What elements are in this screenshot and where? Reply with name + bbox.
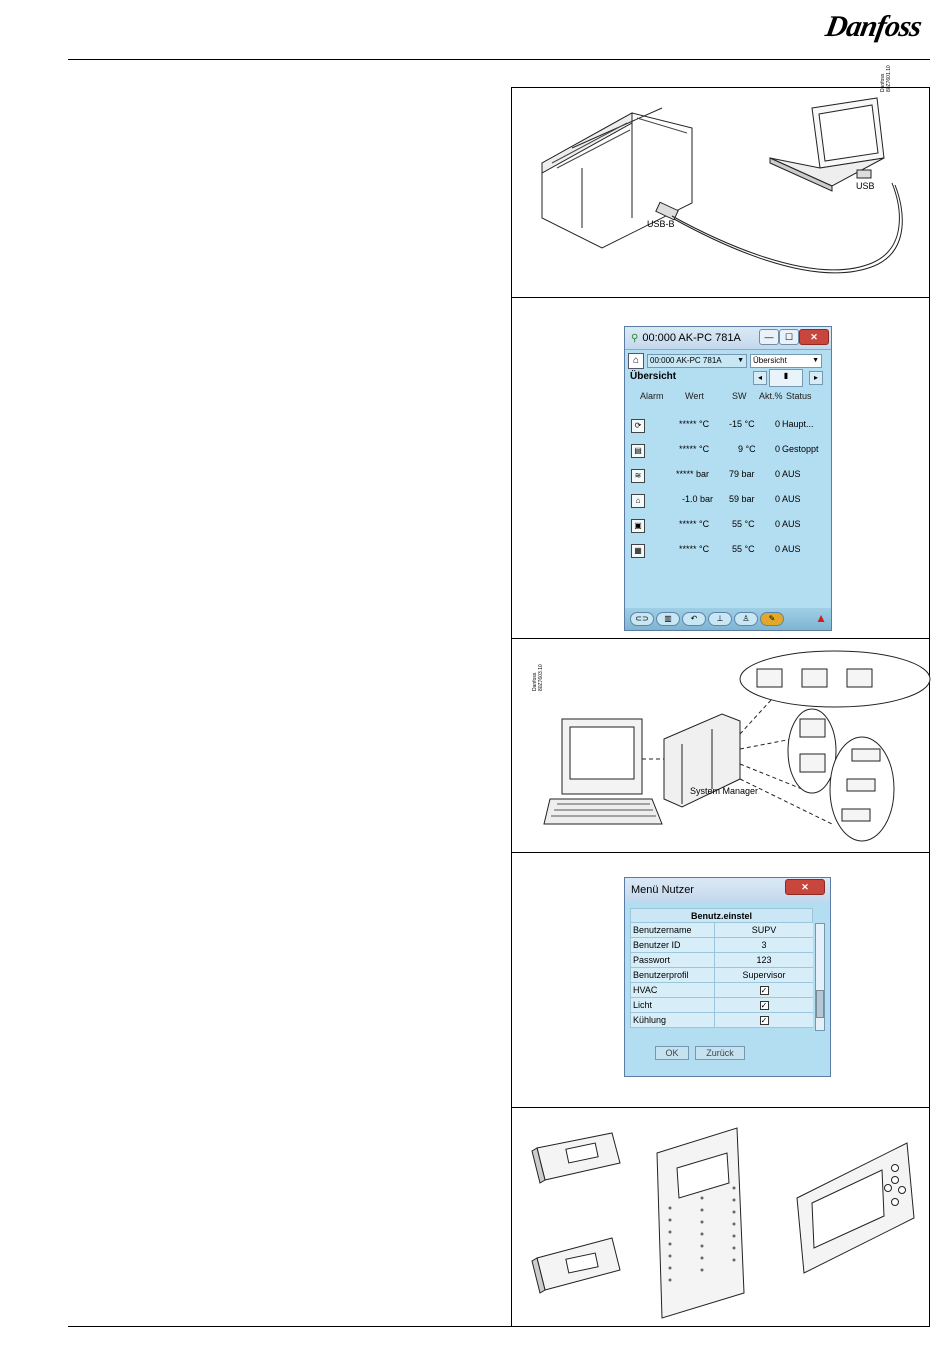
graph-icon[interactable]: ⊥ xyxy=(708,612,732,626)
list-item[interactable]: HVAC ✓ xyxy=(630,983,813,998)
header-rule xyxy=(68,59,930,60)
ok-button[interactable]: OK xyxy=(655,1046,689,1060)
menu-nutzer-figure xyxy=(512,853,929,1108)
window-titlebar xyxy=(625,327,831,350)
chevron-down-icon: ▼ xyxy=(737,357,744,364)
usb-b-label: USB-B xyxy=(647,219,675,229)
window-title: 00:000 AK-PC 781A xyxy=(642,332,741,344)
footer-rule xyxy=(68,1326,930,1327)
close-button[interactable]: ✕ xyxy=(799,329,829,345)
table-row[interactable]: ≋ ***** bar 79 bar 0 AUS xyxy=(625,469,831,485)
list-item[interactable]: Benutzer ID 3 xyxy=(630,938,813,953)
usb-connection-drawing xyxy=(512,88,929,298)
pressure-icon: ≋ xyxy=(631,469,645,483)
user-settings-table xyxy=(630,908,813,1028)
view-select[interactable]: Übersicht ▼ xyxy=(750,354,822,368)
akpc-window xyxy=(624,326,832,631)
dialog-title: Menü Nutzer xyxy=(631,884,694,896)
window-toolbar xyxy=(625,352,831,370)
table-row[interactable]: ⟳ ***** °C -15 °C 0 Haupt... xyxy=(625,419,831,435)
user-icon[interactable]: ♙ xyxy=(734,612,758,626)
table-row[interactable]: ▤ ***** °C 9 °C 0 Gestoppt xyxy=(625,444,831,460)
undo-icon[interactable]: ↶ xyxy=(682,612,706,626)
table-row[interactable]: ▣ ***** °C 55 °C 0 AUS xyxy=(625,519,831,535)
nav-slider[interactable]: ▮ xyxy=(769,369,803,387)
akpc-window-figure xyxy=(512,298,929,639)
table-row[interactable]: ⌂ -1.0 bar 59 bar 0 AUS xyxy=(625,494,831,510)
nav-prev-button[interactable]: ◂ xyxy=(753,371,767,385)
controller-icon[interactable]: ▥ xyxy=(656,612,680,626)
display-units-figure xyxy=(512,1108,929,1326)
condenser-icon: ▤ xyxy=(631,444,645,458)
table-header: Alarm Wert SW Akt.% Status xyxy=(640,391,812,401)
figure-column xyxy=(511,65,930,1327)
system-manager-label: System Manager xyxy=(690,786,759,796)
back-button[interactable]: Zurück xyxy=(695,1046,745,1060)
usb-connection-figure xyxy=(512,65,929,298)
service-icon[interactable]: ✎ xyxy=(760,612,784,626)
kuehlung-checkbox[interactable]: ✓ xyxy=(760,1016,768,1026)
heat-reclaim-icon: ▦ xyxy=(631,544,645,558)
view-heading: Übersicht xyxy=(630,371,677,382)
dialog-titlebar xyxy=(625,878,830,902)
drawing-code: Danfoss 80Z7601.10 xyxy=(880,65,892,92)
section-header: Benutz.einstel xyxy=(630,908,813,923)
scrollbar[interactable] xyxy=(815,923,825,1031)
heat-recovery-icon: ▣ xyxy=(631,519,645,533)
hvac-checkbox[interactable]: ✓ xyxy=(760,986,768,996)
maximize-button[interactable]: ☐ xyxy=(779,329,799,345)
scrollbar-thumb[interactable] xyxy=(816,990,824,1018)
compressor-icon: ⟳ xyxy=(631,419,645,433)
receiver-icon: ⌂ xyxy=(631,494,645,508)
display-units-drawing xyxy=(512,1108,929,1326)
home-icon[interactable]: ⌂ xyxy=(628,353,644,369)
bottom-toolbar xyxy=(625,608,831,630)
window-app-icon: ⚲ xyxy=(631,332,639,344)
list-item[interactable]: Benutzername SUPV xyxy=(630,923,813,938)
close-button[interactable]: ✕ xyxy=(785,879,825,895)
drawing-code: Danfoss 80Z7603.10 xyxy=(532,664,544,691)
device-select[interactable]: 00:000 AK-PC 781A ▼ xyxy=(647,354,747,368)
alarm-bell-icon[interactable]: ▲ xyxy=(815,611,827,625)
licht-checkbox[interactable]: ✓ xyxy=(760,1001,768,1011)
network-figure xyxy=(512,639,929,853)
usb-label: USB xyxy=(856,181,875,191)
table-row[interactable]: ▦ ***** °C 55 °C 0 AUS xyxy=(625,544,831,560)
network-drawing xyxy=(512,639,929,853)
connect-icon[interactable]: ⊂⊃ xyxy=(630,612,654,626)
list-item[interactable]: Benutzerprofil Supervisor xyxy=(630,968,813,983)
minimize-button[interactable]: — xyxy=(759,329,779,345)
chevron-down-icon: ▼ xyxy=(812,357,819,364)
menu-nutzer-dialog xyxy=(624,877,831,1077)
list-item[interactable]: Kühlung ✓ xyxy=(630,1013,813,1028)
nav-next-button[interactable]: ▸ xyxy=(809,371,823,385)
list-item[interactable]: Passwort 123 xyxy=(630,953,813,968)
danfoss-logo: Danfoss xyxy=(823,10,924,43)
list-item[interactable]: Licht ✓ xyxy=(630,998,813,1013)
